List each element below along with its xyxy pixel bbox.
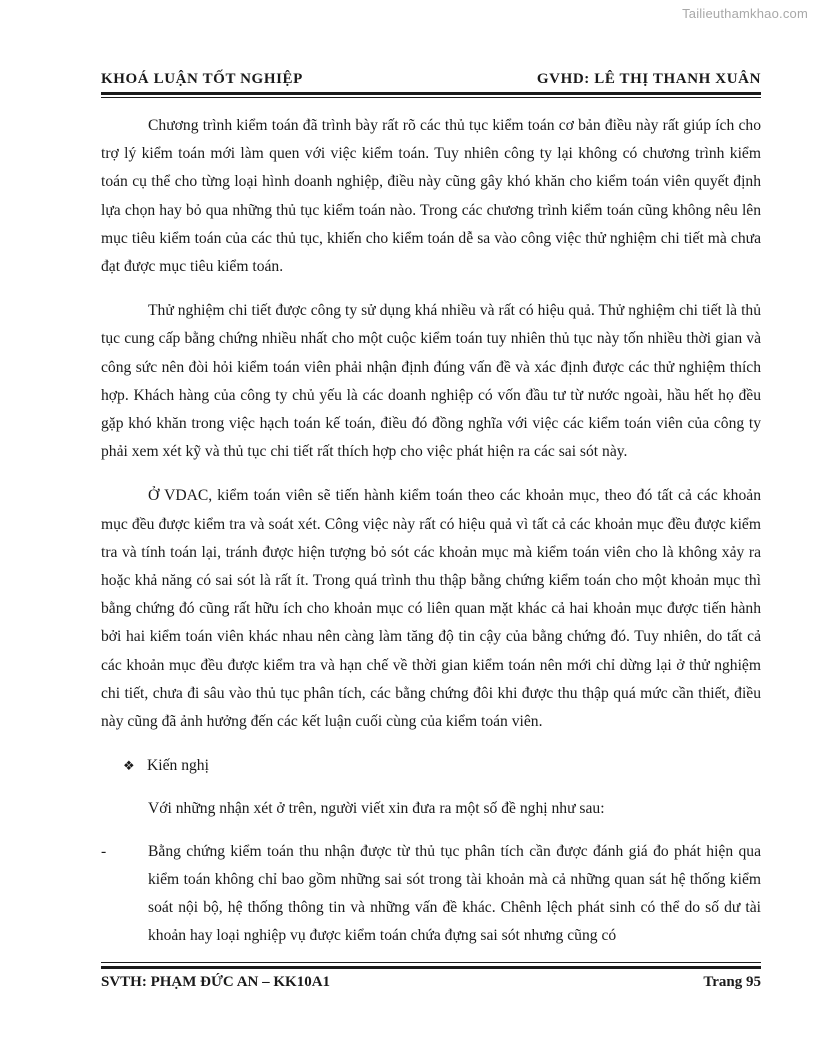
section-intro: Với những nhận xét ở trên, người viết xin đưa ra một số đề nghị như sau: (148, 800, 605, 818)
header-rule (101, 92, 761, 95)
diamond-bullet-icon: ❖ (123, 759, 135, 775)
page-number: Trang 95 (703, 974, 761, 990)
section-heading (123, 752, 761, 781)
page-footer (101, 974, 761, 991)
header-supervisor: GVHD: LÊ THỊ THANH XUÂN (536, 71, 761, 87)
header-thesis-title: KHOÁ LUẬN TỐT NGHIỆP (101, 71, 303, 87)
footer-rule (101, 966, 761, 969)
page-header (101, 71, 761, 88)
list-item-text: Bằng chứng kiểm toán thu nhận được từ thủ tục phân tích cần được đánh giá đo phát hiện qua kiểm toán không chỉ bao gồm những sai sót trong tài khoản mà cả những quan sát hệ thống kiểm soát nội bộ, hệ thống thông tin và những vấn đề khác. Chênh lệch phát sinh có thể do số dư tài khoản hay loại nghiệp vụ được kiểm toán chứa đựng sai sót nhưng cũng có (148, 842, 761, 945)
dash-marker: - (101, 842, 107, 860)
paragraph: Thử nghiệm chi tiết được công ty sử dụng khá nhiều và rất có hiệu quả. Thử nghiệm chi tiết là thủ tục cung cấp bằng chứng nhiều nhất cho một cuộc kiểm toán tuy nhiên thủ tục này tốn nhiều thời gian và công sức nên đòi hỏi kiểm toán viên phải nhận định đúng vấn đề và xác định được các thử nghiệm thích hợp. Khách hàng của công ty chủ yếu là các doanh nghiệp có vốn đầu tư từ nước ngoài, hầu hết họ đều gặp khó khăn trong việc hạch toán kế toán, điều đó đồng nghĩa với việc các kiểm toán viên của công ty phải xem xét kỹ và thủ tục chi tiết rất thích hợp cho việc phát hiện ra các sai sót này. (101, 302, 761, 461)
footer-student: SVTH: PHẠM ĐỨC AN – KK10A1 (101, 974, 331, 990)
page-body (101, 112, 761, 950)
footer-rule-thin (101, 962, 761, 963)
paragraph: Ở VDAC, kiểm toán viên sẽ tiến hành kiểm toán theo các khoản mục, theo đó tất cả các khoản mục đều được kiểm tra và soát xét. Công việc này rất có hiệu quả vì tất cả các khoản mục đều được kiểm tra và tính toán lại, tránh được hiện tượng bỏ sót các khoản mục mà kiểm toán viên cho là không xảy ra hoặc khả năng có sai sót là rất ít. Trong quá trình thu thập bằng chứng kiểm toán cho một khoản mục thì bằng chứng đó cũng rất hữu ích cho khoản mục có liên quan mặt khác cả hai khoản mục được tiến hành bởi hai kiểm toán viên khác nhau nên càng làm tăng độ tin cậy của bằng chứng đó. Tuy nhiên, do tất cả các khoản mục đều được kiểm tra và hạn chế về thời gian kiểm toán nên mới chỉ dừng lại ở thử nghiệm chi tiết, chưa đi sâu vào thủ tục phân tích, các bằng chứng đôi khi được thu thập quá mức cần thiết, điều này cũng đã ảnh hưởng đến các kết luận cuối cùng của kiểm toán viên. (101, 487, 761, 731)
section-title: Kiến nghị (147, 757, 209, 775)
paragraph: Chương trình kiểm toán đã trình bày rất rõ các thủ tục kiểm toán cơ bản điều này rất giúp ích cho trợ lý kiểm toán mới làm quen với việc kiểm toán. Tuy nhiên công ty lại không có chương trình kiểm toán cụ thể cho từng loại hình doanh nghiệp, điều này cũng gây khó khăn cho kiểm toán viên quyết định lựa chọn hay bỏ qua những thủ tục kiểm toán nào. Trong các chương trình kiểm toán cũng không nêu lên mục tiêu kiểm toán của các thủ tục, khiến cho kiểm toán dễ sa vào công việc thử nghiệm chi tiết mà chưa đạt được mục tiêu kiểm toán. (101, 117, 761, 276)
list-item (101, 838, 761, 951)
watermark: Tailieuthamkhao.com (682, 6, 808, 21)
header-rule-thin (101, 97, 761, 98)
